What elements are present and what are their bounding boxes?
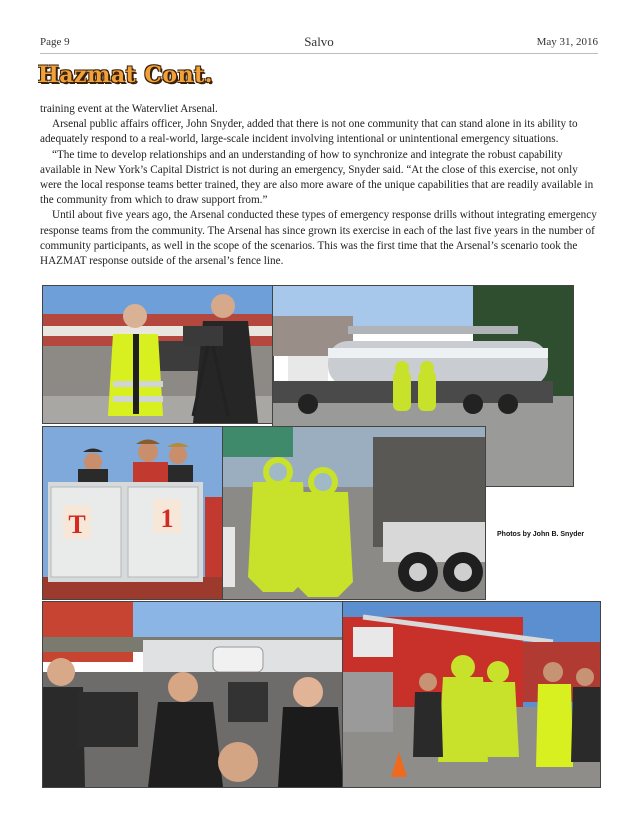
photo-credit: Photos by John B. Snyder xyxy=(497,531,585,538)
photo-hazmat-suits xyxy=(222,426,486,600)
truck-label-1: 1 xyxy=(160,504,174,533)
truck-label-t: T xyxy=(68,510,86,539)
article-paragraph: Until about five years ago, the Arsenal conducted these types of emergency response drills without integrating emergency response teams from the community. The Arsenal has since grown its exercise in each of the last five years in the number of community participants, as well in the scope of the scenarios. This was the first time that the Arsenal’s scenario took the HAZMAT response outside of the arsenal’s fence line. xyxy=(40,209,597,268)
page-header xyxy=(40,36,598,52)
page-number: Page 9 xyxy=(40,36,70,48)
header-divider xyxy=(40,53,598,54)
article-paragraph: training event at the Watervliet Arsenal. xyxy=(40,103,218,115)
article-paragraph: “The time to develop relationships and an understanding of how to synchronize and integrate the robust capability available in New York’s Capital District is not during an emergency, Snyder said. “At the close of this exercise, not only were the local response teams better trained, they are also more aware of the unique capabilities that are readily available in the community from which to draw support from.” xyxy=(40,148,594,207)
publication-title: Salvo xyxy=(304,34,334,49)
issue-date: May 31, 2016 xyxy=(536,36,598,48)
photo-press-conference xyxy=(42,601,344,788)
section-heading: Hazmat Cont. xyxy=(38,62,213,88)
photo-hazmat-team xyxy=(342,601,601,788)
article-body xyxy=(40,102,598,269)
photo-interview xyxy=(42,285,274,424)
article-paragraph: Arsenal public affairs officer, John Snyder, added that there is not one community that can stand alone in its ability to adequately respond to a real-world, large-scale incident involving intentional or unintentional emergency situations. xyxy=(40,118,578,146)
photo-firefighters-truck xyxy=(42,426,224,600)
